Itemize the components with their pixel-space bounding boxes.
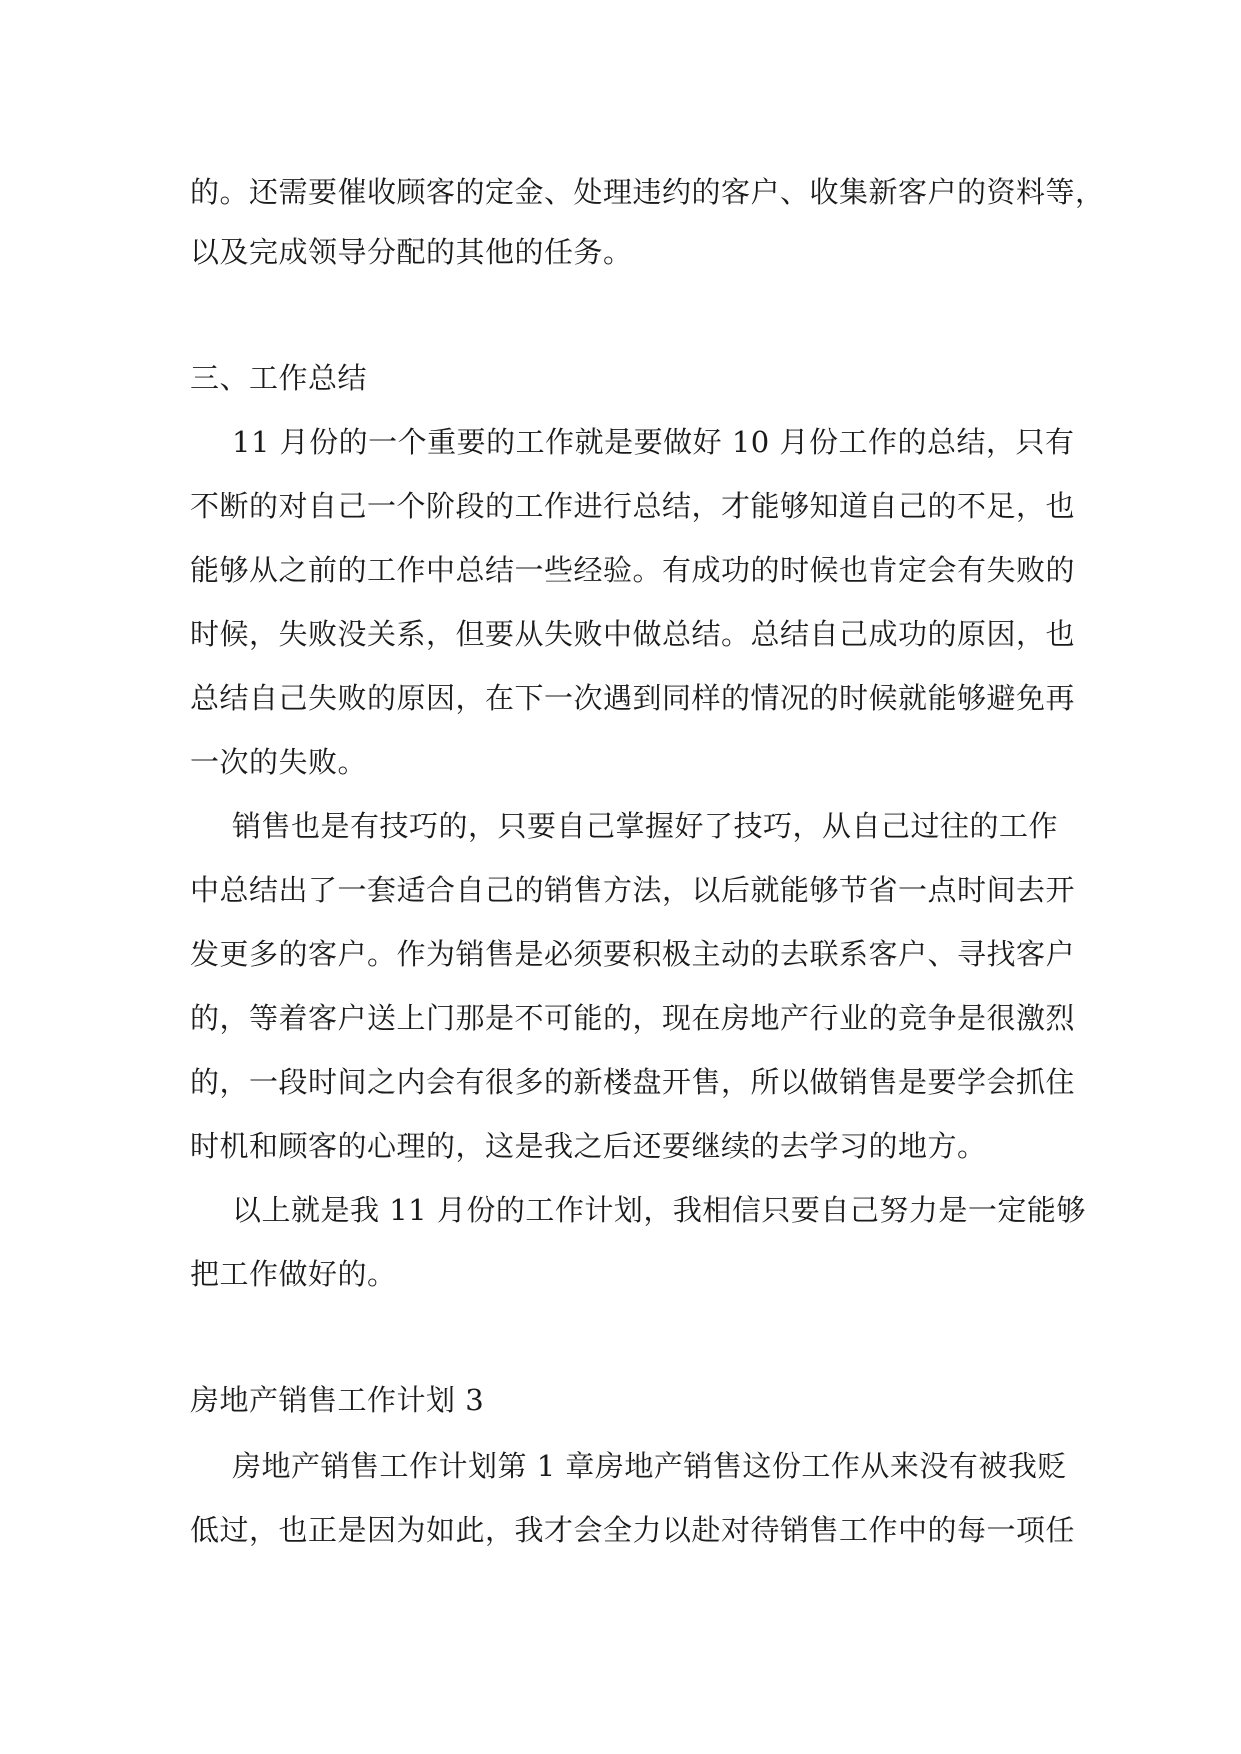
text-line: 能够从之前的工作中总结一些经验。有成功的时候也肯定会有失败的 (190, 553, 1076, 587)
text-line: 低过，也正是因为如此，我才会全力以赴对待销售工作中的每一项任 (190, 1513, 1076, 1547)
text-line: 一次的失败。 (190, 745, 368, 779)
text-line: 以及完成领导分配的其他的任务。 (190, 235, 633, 269)
text-line: 中总结出了一套适合自己的销售方法，以后就能够节省一点时间去开 (190, 873, 1076, 907)
text-line: 发更多的客户。作为销售是必须要积极主动的去联系客户、寻找客户 (190, 937, 1076, 971)
text-line: 不断的对自己一个阶段的工作进行总结，才能够知道自己的不足，也 (190, 489, 1076, 523)
section-heading: 房地产销售工作计划 3 (190, 1383, 485, 1417)
text-line: 把工作做好的。 (190, 1257, 397, 1291)
text-line: 时机和顾客的心理的，这是我之后还要继续的去学习的地方。 (190, 1129, 987, 1163)
section-heading: 三、工作总结 (190, 361, 368, 395)
text-line: 的，一段时间之内会有很多的新楼盘开售，所以做销售是要学会抓住 (190, 1065, 1076, 1099)
paragraph-first-line: 房地产销售工作计划第 1 章房地产销售这份工作从来没有被我贬 (232, 1449, 1067, 1483)
text-line: 总结自己失败的原因，在下一次遇到同样的情况的时候就能够避免再 (190, 681, 1076, 715)
paragraph-first-line: 销售也是有技巧的，只要自己掌握好了技巧，从自己过往的工作 (232, 809, 1059, 843)
text-line: 的。还需要催收顾客的定金、处理违约的客户、收集新客户的资料等， (190, 175, 1105, 209)
paragraph-first-line: 以上就是我 11 月份的工作计划，我相信只要自己努力是一定能够 (232, 1193, 1086, 1227)
text-line: 的，等着客户送上门那是不可能的，现在房地产行业的竞争是很激烈 (190, 1001, 1076, 1035)
text-line: 时候，失败没关系，但要从失败中做总结。总结自己成功的原因，也 (190, 617, 1076, 651)
paragraph-first-line: 11 月份的一个重要的工作就是要做好 10 月份工作的总结，只有 (232, 425, 1075, 459)
